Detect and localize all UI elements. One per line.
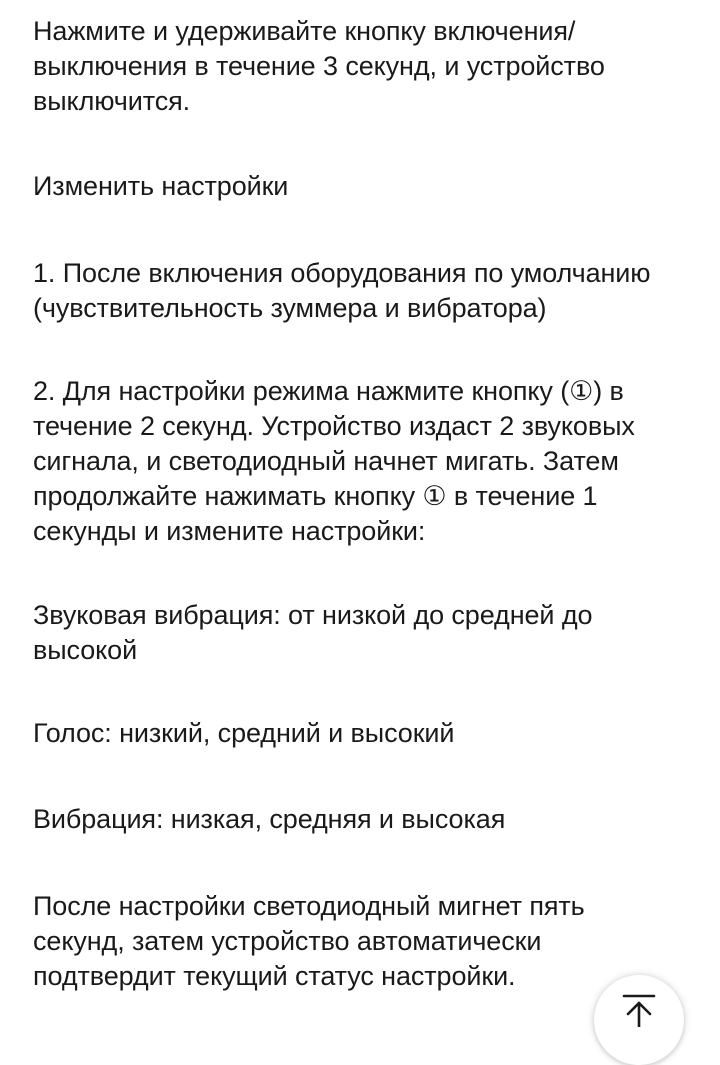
scroll-to-top-button[interactable]: [594, 975, 684, 1065]
paragraph-vibration: Вибрация: низкая, средняя и высокая: [33, 804, 506, 834]
paragraph-power-off: Нажмите и удерживайте кнопку включения/ выключения в течение 3 секунд, и устройство выключится.: [33, 16, 605, 116]
paragraph-voice: Голос: низкий, средний и высокий: [33, 718, 455, 748]
paragraph-step-1: 1. После включения оборудования по умолчанию (чувствительность зуммера и вибратора): [33, 258, 651, 323]
arrow-up-to-top-icon: [620, 993, 658, 1027]
section-heading-change-settings: Изменить настройки: [33, 171, 289, 201]
paragraph-sound-vibration: Звуковая вибрация: от низкой до средней до высокой: [33, 600, 593, 665]
paragraph-step-2: 2. Для настройки режима нажмите кнопку (①) в течение 2 секунд. Устройство издаст 2 звуковых сигнала, и светодиодный начнет мигать. Затем продолжайте нажимать кнопку ① в течение 1 секунды и измените настройки:: [33, 376, 635, 546]
paragraph-after-setup: После настройки светодиодный мигнет пять секунд, затем устройство автоматически подтвердит текущий статус настройки.: [33, 891, 585, 991]
